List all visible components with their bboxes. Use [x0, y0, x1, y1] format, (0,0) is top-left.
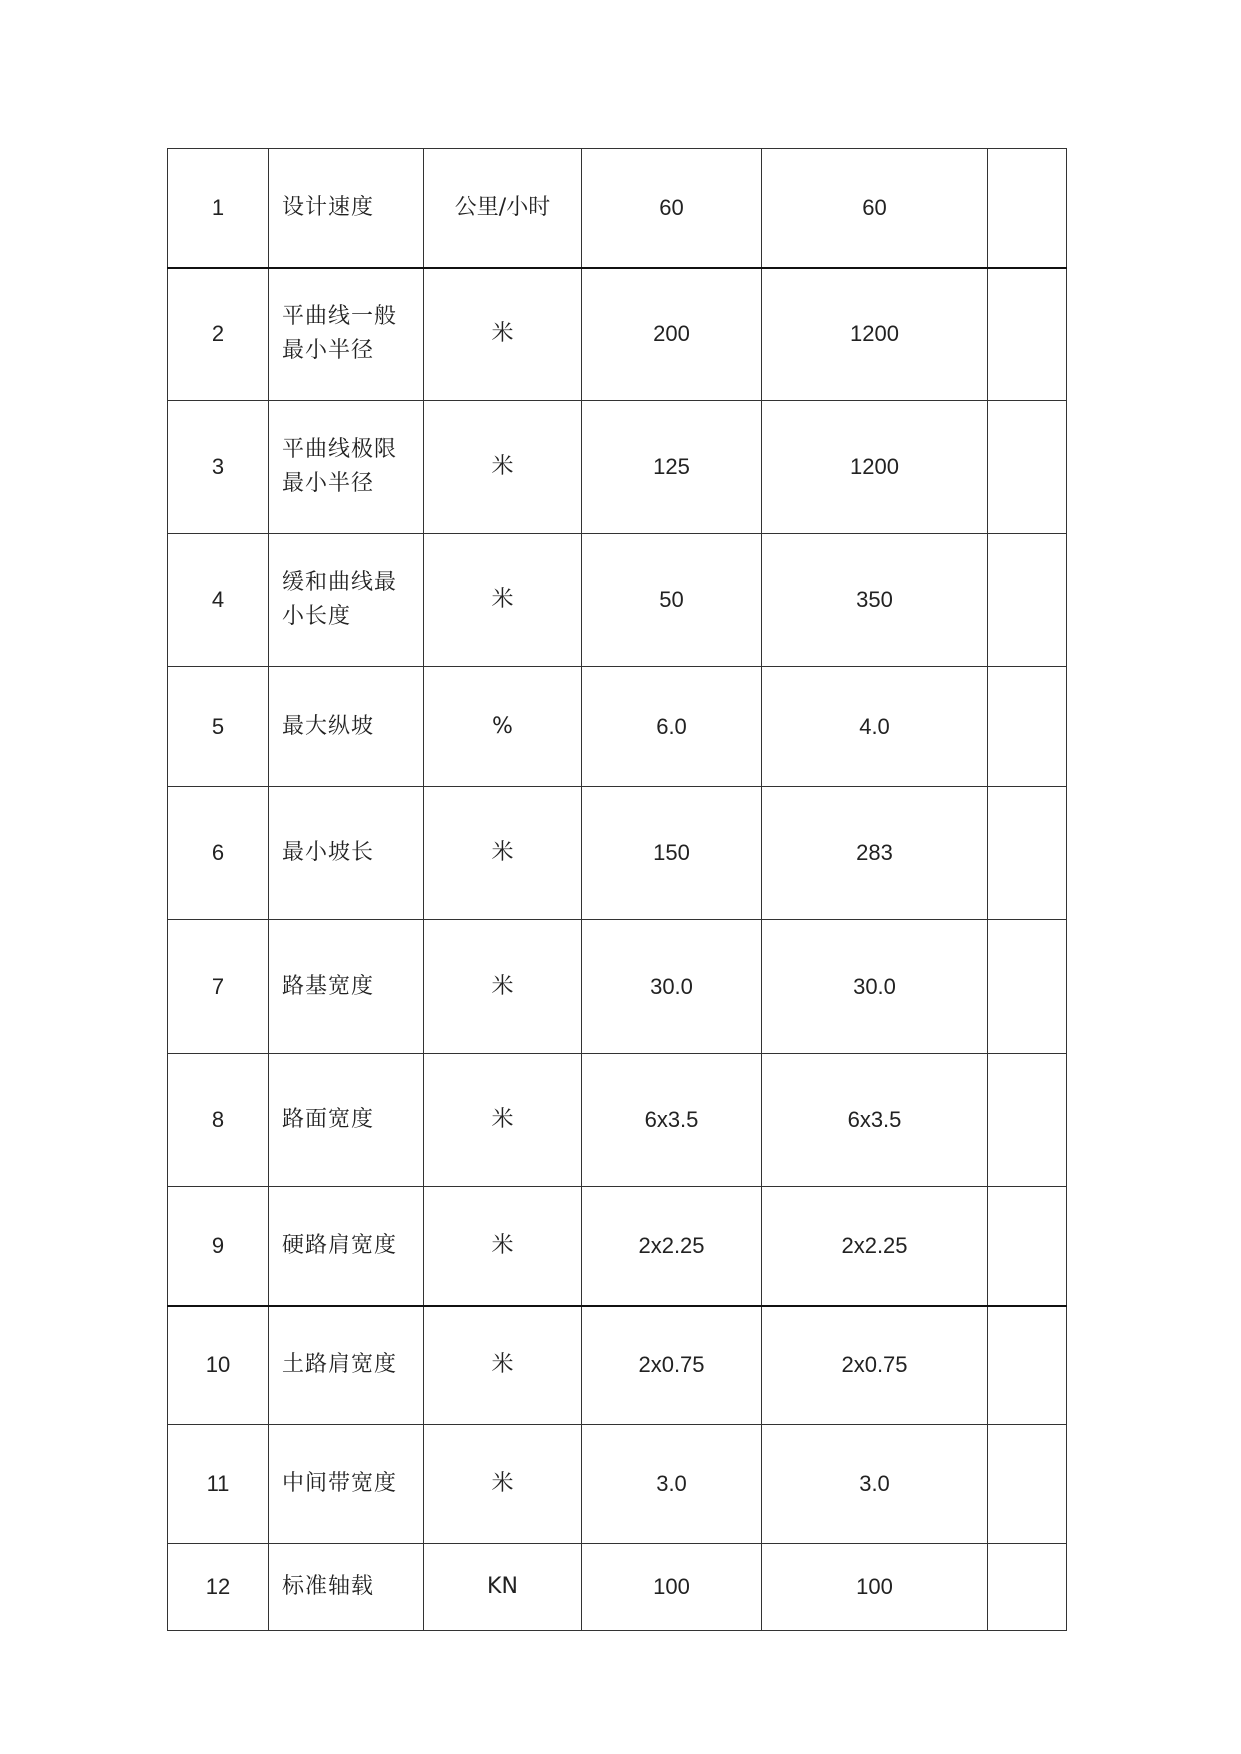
- unit: 米: [424, 1187, 582, 1306]
- row-number: 4: [168, 534, 269, 667]
- empty-cell: [988, 401, 1067, 534]
- unit: KN: [424, 1544, 582, 1631]
- unit: 米: [424, 787, 582, 920]
- row-number: 1: [168, 149, 269, 268]
- row-number: 5: [168, 667, 269, 787]
- value-1: 60: [582, 149, 762, 268]
- row-number: 9: [168, 1187, 269, 1306]
- row-number: 6: [168, 787, 269, 920]
- value-1: 100: [582, 1544, 762, 1631]
- value-1: 30.0: [582, 920, 762, 1054]
- item-name: 缓和曲线最小长度: [269, 534, 424, 667]
- unit: 米: [424, 268, 582, 401]
- row-number: 8: [168, 1054, 269, 1187]
- empty-cell: [988, 1306, 1067, 1425]
- item-name: 土路肩宽度: [269, 1306, 424, 1425]
- value-1: 125: [582, 401, 762, 534]
- value-1: 2x2.25: [582, 1187, 762, 1306]
- value-1: 2x0.75: [582, 1306, 762, 1425]
- table-row: [168, 534, 1067, 667]
- value-2: 2x2.25: [762, 1187, 988, 1306]
- table-row: [168, 667, 1067, 787]
- empty-cell: [988, 1425, 1067, 1544]
- item-name: 硬路肩宽度: [269, 1187, 424, 1306]
- value-2: 1200: [762, 401, 988, 534]
- row-number: 2: [168, 268, 269, 401]
- unit: %: [424, 667, 582, 787]
- item-name: 标准轴载: [269, 1544, 424, 1631]
- empty-cell: [988, 149, 1067, 268]
- row-number: 11: [168, 1425, 269, 1544]
- empty-cell: [988, 268, 1067, 401]
- table-row: [168, 787, 1067, 920]
- item-name: 平曲线一般最小半径: [269, 268, 424, 401]
- unit: 米: [424, 401, 582, 534]
- row-number: 7: [168, 920, 269, 1054]
- item-name: 设计速度: [269, 149, 424, 268]
- value-2: 60: [762, 149, 988, 268]
- empty-cell: [988, 534, 1067, 667]
- item-name: 路基宽度: [269, 920, 424, 1054]
- value-1: 3.0: [582, 1425, 762, 1544]
- value-2: 100: [762, 1544, 988, 1631]
- table-row: [168, 268, 1067, 401]
- value-2: 6x3.5: [762, 1054, 988, 1187]
- table-row: [168, 1187, 1067, 1306]
- row-number: 3: [168, 401, 269, 534]
- table-row: [168, 920, 1067, 1054]
- table-row: [168, 401, 1067, 534]
- value-1: 6.0: [582, 667, 762, 787]
- value-2: 3.0: [762, 1425, 988, 1544]
- empty-cell: [988, 667, 1067, 787]
- unit: 米: [424, 1425, 582, 1544]
- value-1: 50: [582, 534, 762, 667]
- unit: 米: [424, 920, 582, 1054]
- empty-cell: [988, 1544, 1067, 1631]
- table-row: [168, 1306, 1067, 1425]
- row-number: 10: [168, 1306, 269, 1425]
- empty-cell: [988, 787, 1067, 920]
- value-1: 150: [582, 787, 762, 920]
- value-1: 200: [582, 268, 762, 401]
- value-2: 283: [762, 787, 988, 920]
- row-number: 12: [168, 1544, 269, 1631]
- unit: 米: [424, 1054, 582, 1187]
- table-row: [168, 1054, 1067, 1187]
- value-2: 2x0.75: [762, 1306, 988, 1425]
- item-name: 中间带宽度: [269, 1425, 424, 1544]
- unit: 米: [424, 534, 582, 667]
- item-name: 最大纵坡: [269, 667, 424, 787]
- value-2: 4.0: [762, 667, 988, 787]
- unit: 公里/小时: [424, 149, 582, 268]
- specification-table: [167, 148, 1067, 1631]
- value-1: 6x3.5: [582, 1054, 762, 1187]
- item-name: 路面宽度: [269, 1054, 424, 1187]
- empty-cell: [988, 1187, 1067, 1306]
- empty-cell: [988, 920, 1067, 1054]
- value-2: 1200: [762, 268, 988, 401]
- table-row: [168, 1544, 1067, 1631]
- table-row: [168, 149, 1067, 268]
- item-name: 最小坡长: [269, 787, 424, 920]
- value-2: 350: [762, 534, 988, 667]
- value-2: 30.0: [762, 920, 988, 1054]
- table-row: [168, 1425, 1067, 1544]
- empty-cell: [988, 1054, 1067, 1187]
- unit: 米: [424, 1306, 582, 1425]
- item-name: 平曲线极限最小半径: [269, 401, 424, 534]
